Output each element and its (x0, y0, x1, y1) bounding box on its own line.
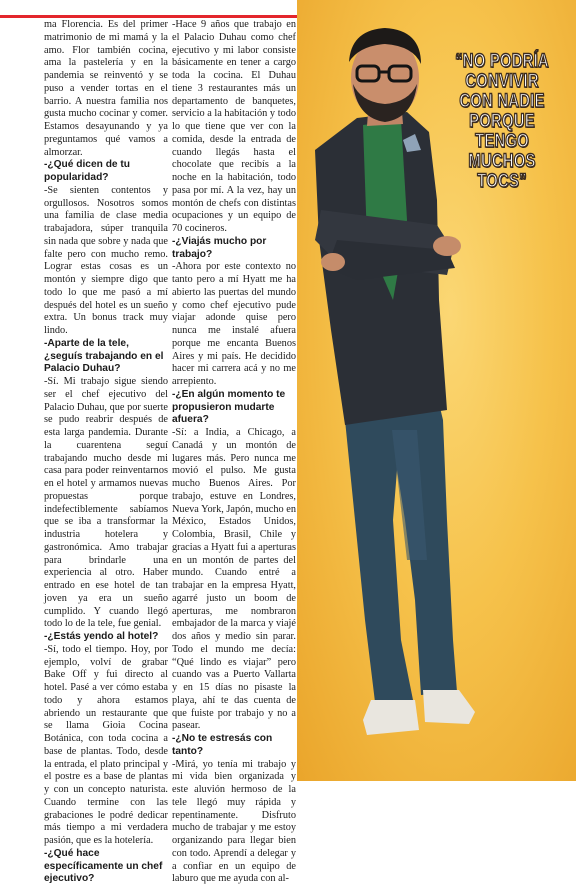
interview-answer: -Hace 9 años que trabajo en el Palacio Duhau como chef ejecutivo y mi labor consiste básicamente en tener a cargo toda la cocina. El Duhau tiene 3 restaurantes más un departamento de banquetes, servicio a la habitación y todo lo que tiene que ver con la comida, desde la entrada de cuando llegás hasta el chocolate que recibís a la noche en la habitación, todo pasa por mí. A la vez, hay un montón de chefs con distintas ocupaciones y un equipo de 70 cocineros. (172, 19, 296, 236)
interview-question: -¿En algún momento te propusieron mudarte afuera? (172, 389, 296, 427)
interview-question: -¿Viajás mucho por trabajo? (172, 236, 296, 262)
interview-answer: -Sí, todo el tiempo. Hoy, por ejemplo, volví de grabar Bake Off y fui directo al hotel. Pasé a ver cómo estaba todo y ahora estamos abriendo un restaurante que se llama Gioia Cocina Botánica, con toda cocina a base de plantas. Todo, desde la entrada, el plato principal y el postre es a base de plantas y con un concepto naturista. Cuando termine con las grabaciones le podré dedicar más tiempo a mi verdadera pasión, que es la hotelería. (44, 644, 168, 848)
interview-question: -¿Estás yendo al hotel? (44, 631, 168, 644)
interview-answer: -Mirá, yo tenía mi trabajo y mi vida bien organizada y este aluvión hermoso de la tele llegó muy rápida y repentinamente. Disfruto mucho de trabajar y me estoy organizando para llegar bien con todo. Aprendí a delegar y a confiar en un equipo de laburo que me ayuda con al- (172, 759, 296, 886)
interview-answer: -Ahora por este contexto no tanto pero a mí Hyatt me ha abierto las puertas del mundo y como chef ejecutivo pude viajar adonde quise pero nunca me instalé afuera porque me encanta Buenos Aires y mi país. He decidido hacer mi carrera acá y no me arrepiento. (172, 261, 296, 389)
left-margin (0, 18, 20, 781)
interview-answer: ma Florencia. Es del primer matrimonio de mi mamá y la amo. Flor también cocina, ama la pastelería y en la pandemia se reinventó y se puso a vender tortas en el barrio. A nuestra familia nos gusta mucho cocinar y comer. Estamos desayunando y ya preguntamos qué vamos a almorzar. (44, 19, 168, 159)
interview-answer: -Se sienten contentos y orgullosos. Nosotros somos una familia de clase media trabajadora, súper tranquila sin nada que sobre y nada que falte pero con mucho remo. Lograr estas cosas es un montón y siempre digo que todo lo que me pasó a mí después del hotel es un sueño extra. Un bonus track muy lindo. (44, 185, 168, 338)
interview-question: -Aparte de la tele, ¿seguís trabajando en el Palacio Duhau? (44, 338, 168, 376)
interview-answer: -Sí. Mi trabajo sigue siendo ser el chef ejecutivo del Palacio Duhau, que por suerte se pudo reabrir después de esta larga pandemia. Durante la cuarentena seguí trabajando mucho desde mi casa para poder reinventarnos en el hotel y armamos nuevas propuestas porque indefectiblemente sabíamos que se iba a transformar la industria hotelera y gastronómica. Amo trabajar para brindarle una experiencia al otro. Haber entrado en ese hotel de tan joven ya era un sueño cumplido. Y cuando llegó todo lo de la tele, fue genial. (44, 376, 168, 631)
pull-quote: “NO PODRÍA CONVIVIR CON NADIE PORQUE TENGO MUCHOS TOCS” (450, 52, 555, 192)
interview-question: -¿Qué hace específicamente un chef ejecutivo? (44, 848, 168, 886)
text-column-2 (172, 19, 296, 886)
interview-question: -¿Qué dicen de tu popularidad? (44, 159, 168, 185)
interview-answer: -Sí: a India, a Chicago, a Canadá y un montón de lugares más. Pero nunca me movió el pulso. Me gusta mucho Buenos Aires. Por trabajo, estuve en Londres, Nueva York, Japón, mucho en México, Estados Unidos, Colombia, Brasil, Chile y gracias a Hyatt fui a aperturas en un montón de partes del mundo. Cuando entré a trabajar en la empresa Hyatt, agarré justo un boom de aperturas, me nombraron embajador de la marca y viajé dos años y medio sin parar. Todo el mundo me decía: “Qué lindo es viajar” pero cuando vas a Puerto Vallarta y en 15 días no pisaste la playa, ahí te das cuenta de que fuiste por trabajo y no a pasear. (172, 427, 296, 733)
text-column-1 (44, 19, 168, 886)
interview-question: -¿No te estresás con tanto? (172, 733, 296, 759)
